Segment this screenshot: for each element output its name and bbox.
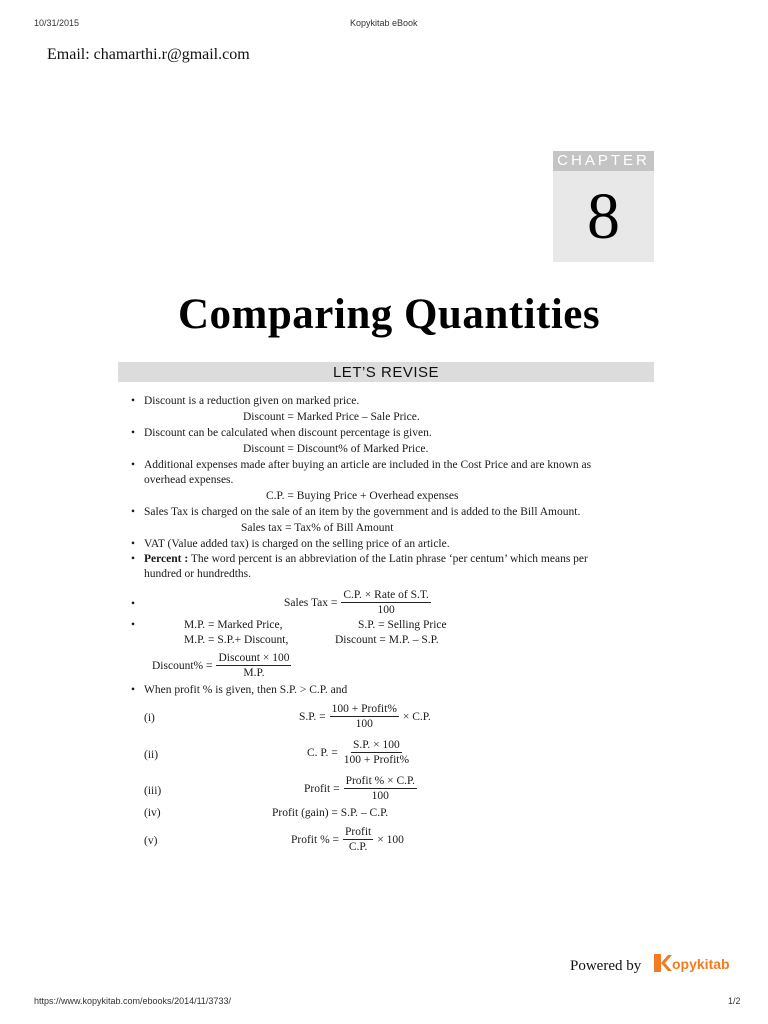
denominator: 100 + Profit% [343,754,410,766]
bullet-icon: • [131,619,136,631]
bullet-icon: • [131,506,136,518]
denominator: 100 [371,790,389,802]
formula-label: (i) [144,712,155,724]
print-date: 10/31/2015 [34,18,80,28]
numerator: 100 + Profit% [331,703,397,715]
fraction [343,825,373,854]
kopykitab-logo-icon[interactable] [652,950,730,976]
svg-text:opykitab: opykitab [672,956,730,972]
formula-lhs: Profit = [304,782,340,795]
text-line: hundred or hundredths. [144,568,251,580]
formula-label: (iii) [144,785,162,797]
formula-row [304,774,417,803]
text-span: The word percent is an abbreviation of the Latin phrase ‘per centum’ which means per [188,553,588,565]
bullet-icon: • [131,395,136,407]
formula-label: (ii) [144,749,159,761]
section-heading: LET’S REVISE [332,364,440,381]
text-line: Sales Tax is charged on the sale of an item by the government and is added to the Bill Amount. [144,506,581,518]
chapter-number: 8 [587,180,620,253]
fraction [342,738,411,767]
bullet-icon: • [131,553,136,565]
text-line: Sales tax = Tax% of Bill Amount [241,522,394,534]
text-line: When profit % is given, then S.P. > C.P. and [144,684,348,696]
bold-term: Percent : [144,553,189,565]
sales-tax-formula [284,588,431,617]
chapter-label: CHAPTER [553,151,654,171]
formula-suffix: × C.P. [402,710,431,723]
bullet-icon: • [131,538,136,550]
formula-lhs: Sales Tax = [284,596,338,609]
formula-lhs: C. P. = [307,746,338,759]
formula-lhs: Profit % = [291,833,340,846]
formula-row [307,738,411,767]
text-line: C.P. = Buying Price + Overhead expenses [266,490,459,502]
fraction [341,588,431,617]
formula-lhs: Discount% = [152,659,213,672]
page-title: Comparing Quantities [178,291,601,338]
bullet-icon: • [131,598,136,610]
text-line: M.P. = S.P.+ Discount, [184,634,289,646]
formula-row [299,702,431,731]
formula-lhs: S.P. = [299,710,326,723]
bullet-icon: • [131,684,136,696]
text-line: Additional expenses made after buying an article are included in the Cost Price and are known as [144,459,592,471]
denominator: 100 [377,604,395,616]
numerator: C.P. × Rate of S.T. [343,589,429,601]
text-line: Discount is a reduction given on marked price. [144,395,360,407]
denominator: C.P. [348,841,368,853]
denominator: 100 [355,718,373,730]
bullet-icon: • [131,427,136,439]
text-line [144,552,588,566]
discount-percent-formula [152,651,291,680]
text-line: Discount = Discount% of Marked Price. [243,443,429,455]
text-line: VAT (Value added tax) is charged on the selling price of an article. [144,538,450,550]
fraction [216,651,291,680]
powered-by-text: Powered by [570,958,642,974]
numerator: S.P. × 100 [353,739,400,751]
formula-label: (iv) [144,807,161,819]
text-line: Discount can be calculated when discount percentage is given. [144,427,432,439]
fraction [344,774,417,803]
footer-url[interactable]: https://www.kopykitab.com/ebooks/2014/11/3733/ [34,996,231,1006]
denominator: M.P. [243,667,265,679]
formula-label: (v) [144,835,158,847]
text-line: overhead expenses. [144,474,234,486]
text-line: M.P. = Marked Price, [184,619,283,631]
email-line: Email: chamarthi.r@gmail.com [47,46,250,63]
page-indicator: 1/2 [728,996,741,1006]
bullet-icon: • [131,459,136,471]
numerator: Profit [345,826,372,838]
text-line: Discount = Marked Price – Sale Price. [243,411,420,423]
formula-text: Profit (gain) = S.P. – C.P. [272,807,389,819]
text-line: S.P. = Selling Price [358,619,447,631]
print-title: Kopykitab eBook [350,18,418,28]
formula-row [291,825,404,854]
text-line: Discount = M.P. – S.P. [335,634,439,646]
numerator: Discount × 100 [218,652,290,664]
fraction [330,702,399,731]
formula-suffix: × 100 [377,833,404,846]
numerator: Profit % × C.P. [345,775,415,787]
